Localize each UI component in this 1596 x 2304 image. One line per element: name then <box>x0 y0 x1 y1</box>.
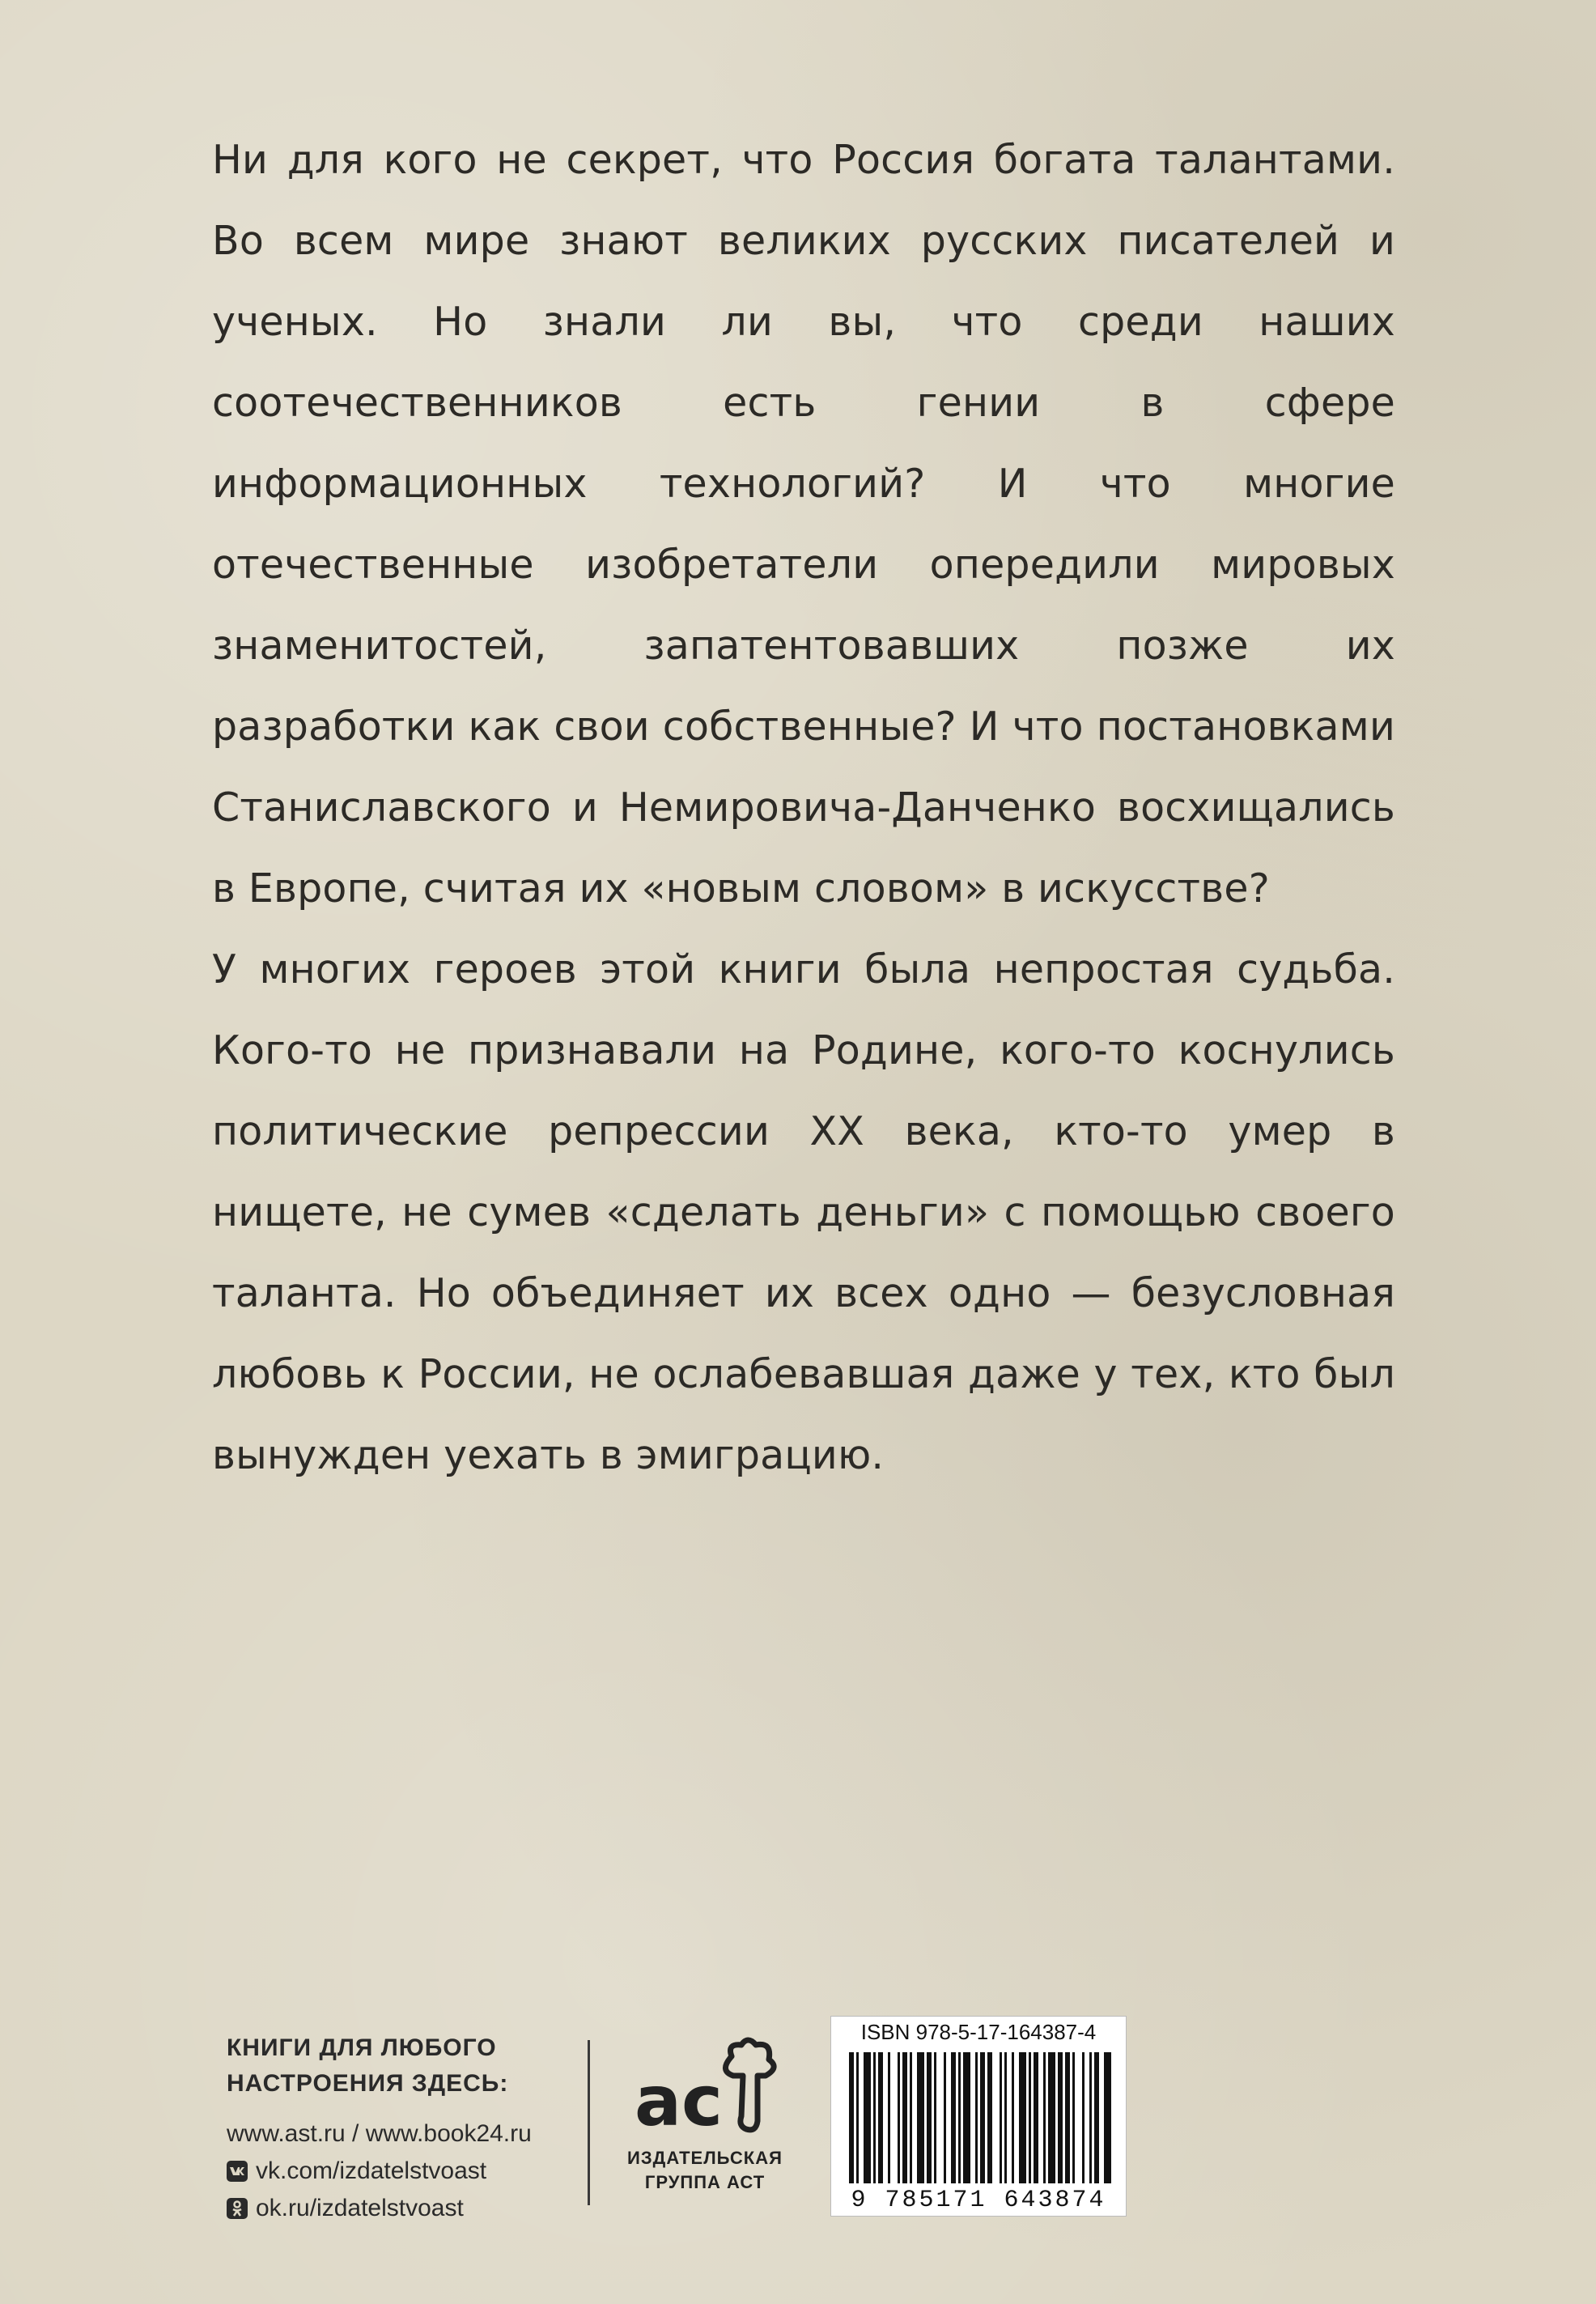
publisher-label-line-2: ГРУППА АСТ <box>644 2172 766 2192</box>
footer-divider <box>588 2040 590 2205</box>
blurb-text <box>212 120 1395 1496</box>
publisher-logo-block <box>612 2032 798 2195</box>
barcode-bar <box>898 2052 900 2183</box>
publisher-links <box>227 2030 583 2225</box>
ast-logo-letters: ac <box>635 2061 724 2137</box>
publisher-label <box>612 2146 798 2195</box>
barcode-bar <box>1034 2052 1038 2183</box>
barcode-bar <box>910 2052 912 2183</box>
barcode-bar <box>873 2052 876 2183</box>
ok-link[interactable]: ok.ru/izdatelstvoast <box>256 2195 464 2221</box>
barcode-bar <box>1058 2052 1063 2183</box>
ast-logo-figure <box>725 2040 774 2130</box>
barcode-bar <box>980 2052 985 2183</box>
isbn-number: ISBN 978-5-17-164387-4 <box>860 2020 1097 2044</box>
isbn-barcode <box>830 2016 1127 2217</box>
barcode-bar <box>878 2052 883 2183</box>
barcode-bar <box>1089 2052 1092 2183</box>
barcode-bar <box>1012 2052 1014 2183</box>
barcode-bar <box>927 2052 932 2183</box>
links-heading-line-2: НАСТРОЕНИЯ ЗДЕСЬ: <box>227 2070 509 2097</box>
barcode-bar <box>856 2052 859 2183</box>
barcode-bar <box>1094 2052 1099 2183</box>
barcode-bar <box>1000 2052 1002 2183</box>
vk-link[interactable]: vk.com/izdatelstvoast <box>256 2157 487 2184</box>
barcode-bar <box>1004 2052 1007 2183</box>
ok-link-row[interactable] <box>227 2192 583 2225</box>
barcode-bar <box>849 2052 854 2183</box>
blurb-paragraph-1: Ни для кого не секрет, что Россия богата талантами. Во всем мире знают великих русских писателей и ученых. Но знали ли вы, что среди наших соотечественников есть гении в сфере информационных технологий? И что многие отечественные изобретатели опередили мировых знаменитостей, запатентовавших позже их разработки как свои собственные? И что постановками Станиславского и Немировича-Данченко восхищались в Европе, считая их «новым словом» в искусстве? <box>212 137 1395 912</box>
barcode-bar <box>951 2052 956 2183</box>
barcode-bar <box>1104 2052 1111 2183</box>
barcode-bar <box>975 2052 978 2183</box>
barcode-bar <box>1019 2052 1026 2183</box>
links-heading <box>227 2030 583 2102</box>
barcode-bar <box>902 2052 907 2183</box>
barcode-bar <box>958 2052 961 2183</box>
barcode-bar <box>1065 2052 1070 2183</box>
ast-logo <box>628 2032 782 2137</box>
barcode-bar <box>963 2052 970 2183</box>
vk-icon <box>227 2161 248 2182</box>
barcode-bar <box>888 2052 890 2183</box>
barcode-bar <box>944 2052 946 2183</box>
odnoklassniki-icon <box>227 2198 248 2219</box>
barcode-bar <box>1043 2052 1046 2183</box>
barcode-bar <box>1048 2052 1055 2183</box>
barcode-bar <box>1029 2052 1031 2183</box>
blurb-paragraph-2: У многих героев этой книги была непростая судьба. Кого-то не признавали на Родине, кого-то коснулись политические репрессии XX века, кто-то умер в нищете, не сумев «сделать деньги» с помощью своего таланта. Но объединяет их всех одно — безусловная любовь к России, не ослабевавшая даже у тех, кто был вынужден уехать в эмиграцию. <box>212 946 1395 1478</box>
barcode-digits: 9 785171 643874 <box>851 2187 1106 2214</box>
barcode-bar <box>864 2052 871 2183</box>
barcode-bar <box>1072 2052 1075 2183</box>
barcode-bar <box>934 2052 936 2183</box>
links-heading-line-1: КНИГИ ДЛЯ ЛЮБОГО <box>227 2034 497 2061</box>
barcode-bar <box>987 2052 992 2183</box>
barcode-bar <box>917 2052 924 2183</box>
website-links[interactable]: www.ast.ru / www.book24.ru <box>227 2120 532 2147</box>
vk-link-row[interactable] <box>227 2155 583 2187</box>
publisher-label-line-1: ИЗДАТЕЛЬСКАЯ <box>627 2148 783 2168</box>
barcode-bar <box>1082 2052 1085 2183</box>
